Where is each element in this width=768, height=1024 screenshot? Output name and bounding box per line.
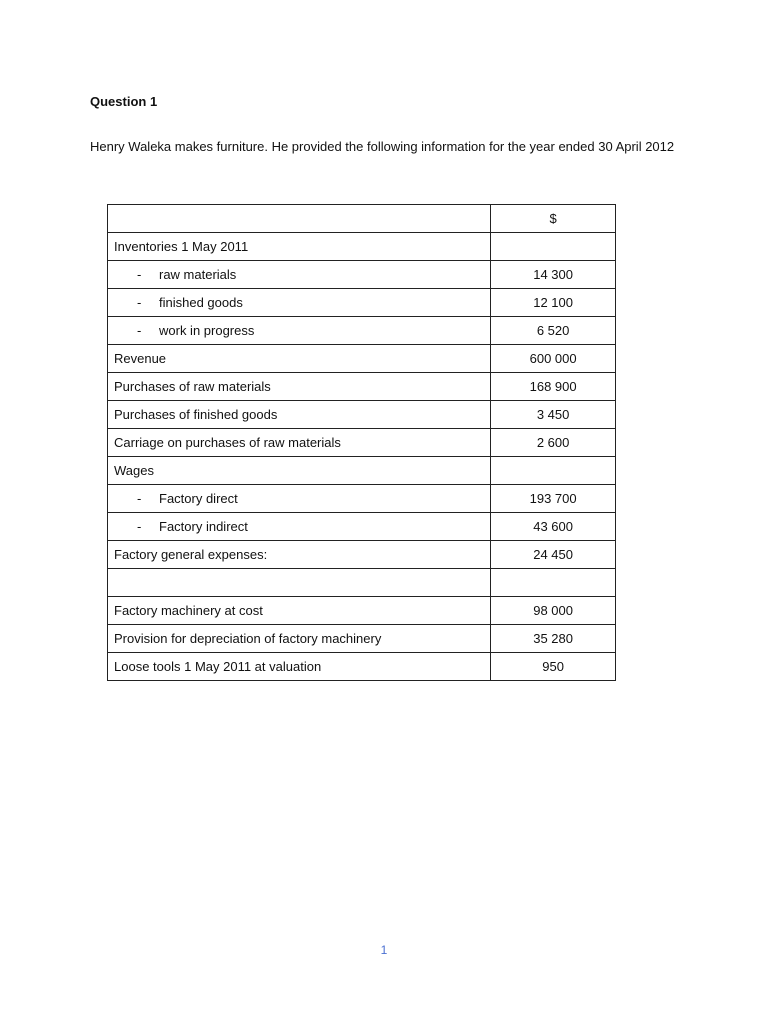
row-label-cell [108,261,491,289]
row-label: Carriage on purchases of raw materials [114,435,341,450]
table-row [108,457,616,485]
table-header-row [108,205,616,233]
row-label-cell [108,513,491,541]
sub-item [114,491,484,506]
row-label-cell [108,597,491,625]
row-label: Wages [114,463,154,478]
page-number: 1 [380,943,388,957]
row-label-cell [108,345,491,373]
row-label-cell [108,317,491,345]
row-label: Inventories 1 May 2011 [114,239,249,254]
question-heading: Question 1 [90,94,158,109]
row-label: raw materials [159,267,237,282]
table-row [108,569,616,597]
table-row [108,289,616,317]
sub-item [114,323,484,338]
row-amount-cell: 14 300 [491,261,616,289]
row-label-cell [108,653,491,681]
row-amount-cell: 950 [491,653,616,681]
row-amount-cell: 6 520 [491,317,616,345]
row-amount-cell: 193 700 [491,485,616,513]
header-label-cell [108,205,491,233]
row-label-cell [108,289,491,317]
row-label: Purchases of raw materials [114,379,271,394]
table-row [108,233,616,261]
row-amount-cell: 600 000 [491,345,616,373]
row-label: Revenue [114,351,167,366]
table-row [108,401,616,429]
row-label-cell [108,233,491,261]
financial-data-table [107,204,616,681]
row-label-cell [108,485,491,513]
currency-header-cell: $ [491,205,616,233]
table-row [108,317,616,345]
row-label: Factory direct [159,491,238,506]
table-row [108,653,616,681]
row-amount-cell [491,569,616,597]
row-label-cell [108,569,491,597]
row-label: finished goods [159,295,243,310]
row-label-cell [108,429,491,457]
row-label-cell [108,457,491,485]
row-amount-cell: 35 280 [491,625,616,653]
row-amount-cell [491,457,616,485]
row-label: Purchases of finished goods [114,407,278,422]
dash-bullet-icon: - [137,519,142,534]
dash-bullet-icon: - [137,267,142,282]
row-amount-cell: 43 600 [491,513,616,541]
row-label: Provision for depreciation of factory machinery [114,631,382,646]
table-row [108,345,616,373]
table-row [108,625,616,653]
row-amount-cell: 24 450 [491,541,616,569]
row-label: Factory indirect [159,519,248,534]
row-label-cell [108,541,491,569]
table-row [108,261,616,289]
sub-item [114,519,484,534]
dash-bullet-icon: - [137,295,142,310]
row-label: work in progress [159,323,255,338]
row-label: Factory general expenses: [114,547,268,562]
table-row [108,541,616,569]
row-label-cell [108,373,491,401]
dash-bullet-icon: - [137,323,142,338]
row-amount-cell: 98 000 [491,597,616,625]
table-row [108,513,616,541]
row-amount-cell: 12 100 [491,289,616,317]
table-body [108,205,616,681]
row-label: Loose tools 1 May 2011 at valuation [114,659,322,674]
table-row [108,485,616,513]
row-amount-cell: 2 600 [491,429,616,457]
sub-item [114,267,484,282]
table-row [108,429,616,457]
table-row [108,373,616,401]
row-amount-cell [491,233,616,261]
row-amount-cell: 168 900 [491,373,616,401]
table-row [108,597,616,625]
row-label: Factory machinery at cost [114,603,263,618]
sub-item [114,295,484,310]
intro-paragraph: Henry Waleka makes furniture. He provided the following information for the year ended 30 April 2012 [90,139,675,154]
row-amount-cell: 3 450 [491,401,616,429]
row-label-cell [108,625,491,653]
dash-bullet-icon: - [137,491,142,506]
row-label-cell [108,401,491,429]
